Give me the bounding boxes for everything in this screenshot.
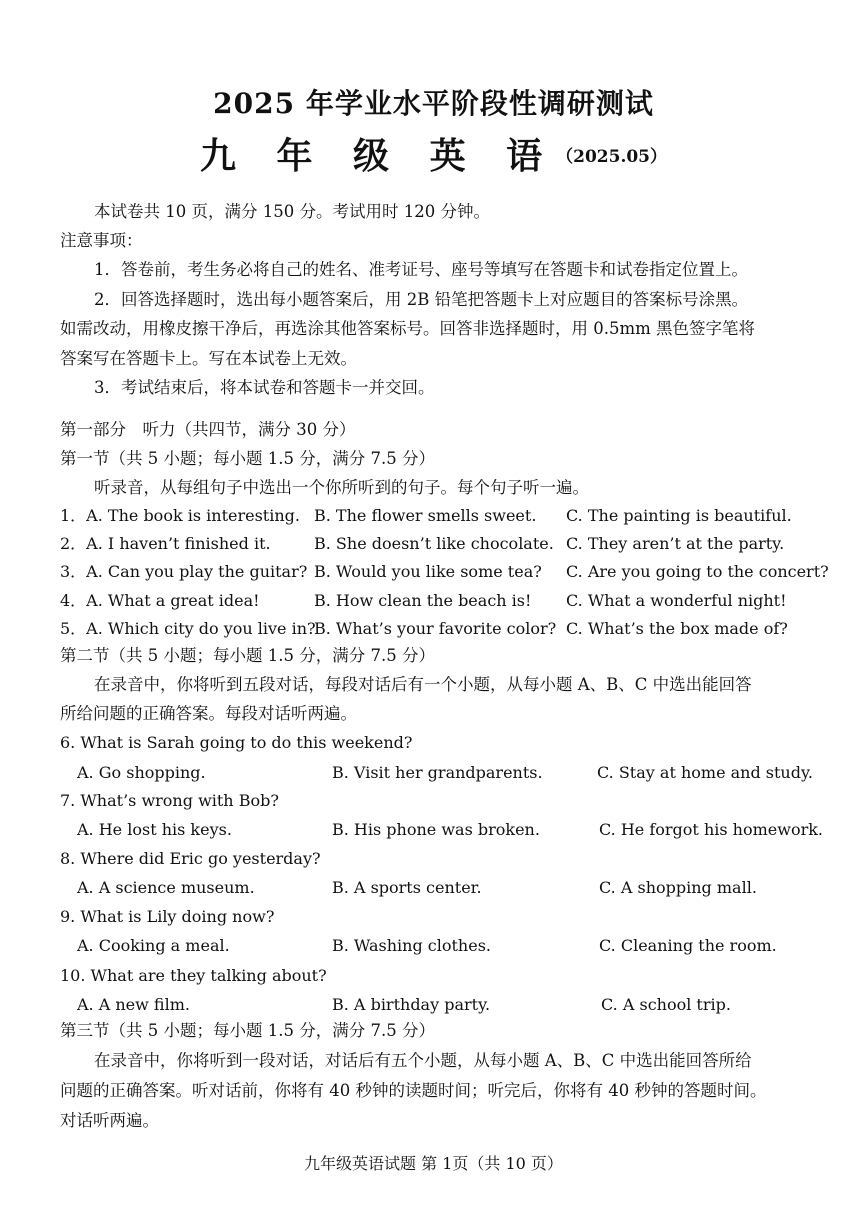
q8-stem: 8. Where did Eric go yesterday? <box>60 849 321 868</box>
q6-stem: 6. What is Sarah going to do this weekend? <box>60 733 413 752</box>
section2-instruction-line-1: 在录音中，你将听到五段对话，每段对话后有一个小题，从每小题 A、B、C 中选出能回答 <box>94 675 752 694</box>
q4-option-a: 4．A. What a great idea! <box>60 591 260 610</box>
q3-option-b: B. Would you like some tea? <box>314 562 542 581</box>
exam-title: 2025 年学业水平阶段性调研测试 <box>213 87 654 120</box>
section2-title: 第二节（共 5 小题；每小题 1.5 分，满分 7.5 分） <box>60 646 435 665</box>
section2-instruction-line-2: 所给问题的正确答案。每段对话听两遍。 <box>60 704 357 723</box>
subject-title-row <box>0 128 867 179</box>
section3-instruction-line-3: 对话听两遍。 <box>60 1111 159 1130</box>
q9-stem: 9. What is Lily doing now? <box>60 907 275 926</box>
q3-option-a: 3．A. Can you play the guitar? <box>60 562 308 581</box>
subject-title: 九 年 级 英 语 <box>199 136 557 177</box>
note-1: 1．答卷前，考生务必将自己的姓名、准考证号、座号等填写在答题卡和试卷指定位置上。 <box>94 260 748 279</box>
section3-title: 第三节（共 5 小题；每小题 1.5 分，满分 7.5 分） <box>60 1021 435 1040</box>
q7-stem: 7. What’s wrong with Bob? <box>60 791 279 810</box>
q6-option-a: A. Go shopping. <box>77 763 206 782</box>
q5-option-b: B. What’s your favorite color? <box>314 619 557 638</box>
q5-option-c: C. What’s the box made of? <box>566 619 788 638</box>
q4-option-c: C. What a wonderful night! <box>566 591 787 610</box>
q2-option-b: B. She doesn’t like chocolate. <box>314 534 554 553</box>
section3-instruction-line-2: 问题的正确答案。听对话前，你将有 40 秒钟的读题时间；听完后，你将有 40 秒钟的答题时间。 <box>60 1081 767 1100</box>
q1-option-a: 1．A. The book is interesting. <box>60 506 300 525</box>
q10-option-b: B. A birthday party. <box>332 995 491 1014</box>
note-2-line-2: 如需改动，用橡皮擦干净后，再选涂其他答案标号。回答非选择题时，用 0.5mm 黑色签字笔将 <box>60 319 756 338</box>
q9-option-c: C. Cleaning the room. <box>599 936 777 955</box>
q10-option-a: A. A new film. <box>77 995 190 1014</box>
note-2-line-1: 2．回答选择题时，选出每小题答案后，用 2B 铅笔把答题卡上对应题目的答案标号涂黑。 <box>94 290 749 309</box>
q7-option-a: A. He lost his keys. <box>77 820 232 839</box>
q1-option-c: C. The painting is beautiful. <box>566 506 792 525</box>
q6-option-b: B. Visit her grandparents. <box>332 763 543 782</box>
q8-option-b: B. A sports center. <box>332 878 482 897</box>
q1-option-b: B. The flower smells sweet. <box>314 506 537 525</box>
q9-option-a: A. Cooking a meal. <box>77 936 230 955</box>
q7-option-c: C. He forgot his homework. <box>599 820 823 839</box>
q3-option-c: C. Are you going to the concert? <box>566 562 829 581</box>
q7-option-b: B. His phone was broken. <box>332 820 540 839</box>
q2-option-c: C. They aren’t at the party. <box>566 534 785 553</box>
q2-option-a: 2．A. I haven’t finished it. <box>60 534 271 553</box>
exam-date: （2025.05） <box>556 147 668 167</box>
exam-summary: 本试卷共 10 页，满分 150 分。考试用时 120 分钟。 <box>94 202 490 221</box>
q5-option-a: 5．A. Which city do you live in? <box>60 619 316 638</box>
q6-option-c: C. Stay at home and study. <box>597 763 813 782</box>
note-2-line-3: 答案写在答题卡上。写在本试卷上无效。 <box>60 349 357 368</box>
note-3: 3．考试结束后，将本试卷和答题卡一并交回。 <box>94 378 435 397</box>
section1-title: 第一节（共 5 小题；每小题 1.5 分，满分 7.5 分） <box>60 449 435 468</box>
q10-option-c: C. A school trip. <box>601 995 731 1014</box>
section3-instruction-line-1: 在录音中，你将听到一段对话，对话后有五个小题，从每小题 A、B、C 中选出能回答所给 <box>94 1051 752 1070</box>
q8-option-a: A. A science museum. <box>77 878 255 897</box>
q9-option-b: B. Washing clothes. <box>332 936 491 955</box>
part1-title: 第一部分 听力（共四节，满分 30 分） <box>60 420 356 439</box>
q10-stem: 10. What are they talking about? <box>60 966 327 985</box>
section1-instruction: 听录音，从每组句子中选出一个你所听到的句子。每个句子听一遍。 <box>94 478 589 497</box>
page-footer: 九年级英语试题 第 1页（共 10 页） <box>304 1154 563 1173</box>
q8-option-c: C. A shopping mall. <box>599 878 757 897</box>
notes-label: 注意事项： <box>60 231 143 250</box>
q4-option-b: B. How clean the beach is! <box>314 591 532 610</box>
